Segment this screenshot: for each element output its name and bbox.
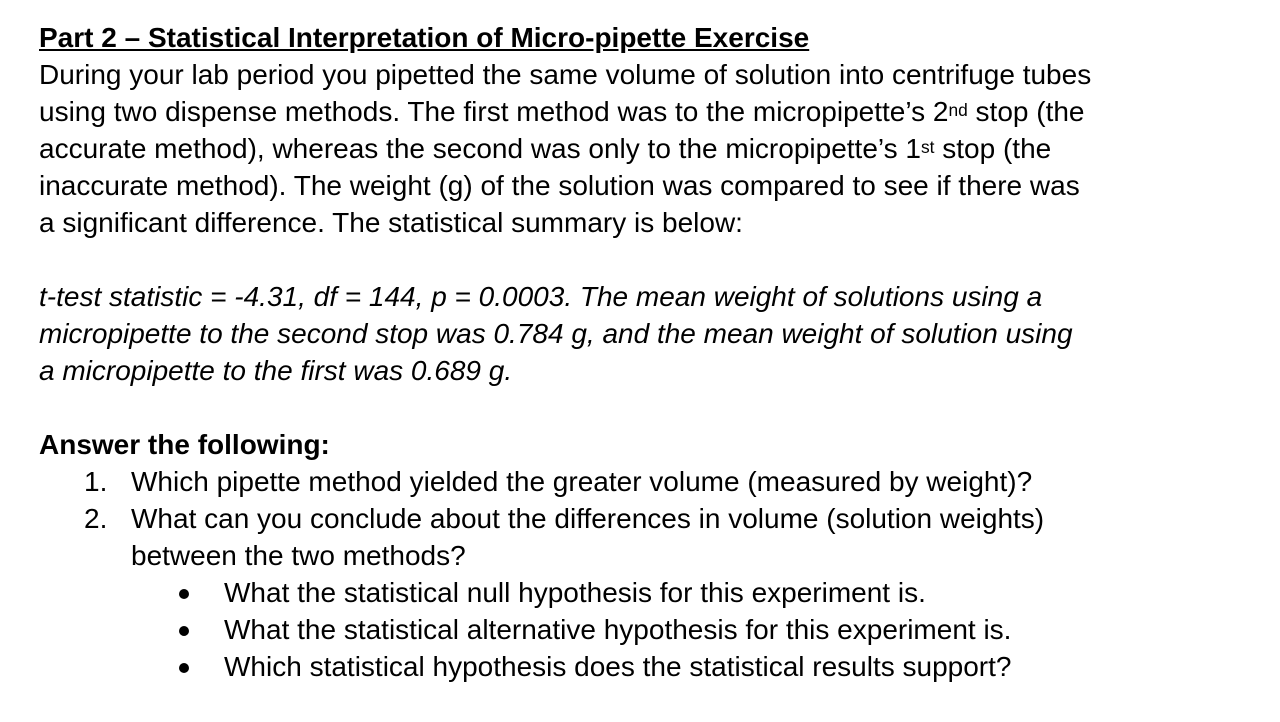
summary-line-2: micropipette to the second stop was 0.784 g, and the mean weight of solution using: [39, 318, 1073, 349]
bullet-icon: [179, 663, 189, 673]
intro-line-5: a significant difference. The statistical summary is below:: [39, 207, 743, 238]
spacer: [39, 389, 1280, 426]
question-number: 1.: [84, 466, 108, 497]
intro-line-2-end: stop (the: [967, 96, 1085, 127]
summary-line-3: a micropipette to the first was 0.689 g.: [39, 355, 513, 386]
question-item-2: [39, 500, 1280, 574]
intro-paragraph: [39, 56, 1280, 241]
summary-line-1: t-test statistic = -4.31, df = 144, p = 0.0003. The mean weight of solutions using a: [39, 281, 1043, 312]
intro-line-2-text: using two dispense methods. The first method was to the micropipette’s 2: [39, 96, 949, 127]
hypothesis-bullet-list: [39, 574, 1280, 685]
bullet-text: What the statistical alternative hypothesis for this experiment is.: [224, 614, 1012, 645]
answer-heading: Answer the following:: [39, 429, 330, 460]
intro-line-3-end: stop (the: [934, 133, 1052, 164]
question-list: [39, 463, 1280, 574]
bullet-item-null-hypothesis: [39, 574, 1280, 611]
question-text: Which pipette method yielded the greater volume (measured by weight)?: [131, 466, 1033, 497]
intro-line-1: During your lab period you pipetted the same volume of solution into centrifuge tubes: [39, 59, 1092, 90]
ordinal-superscript-st: st: [920, 136, 935, 157]
statistical-summary: [39, 278, 1280, 389]
bullet-item-supported-hypothesis: [39, 648, 1280, 685]
spacer: [39, 241, 1280, 278]
intro-line-3: [39, 130, 1280, 167]
bullet-text: What the statistical null hypothesis for this experiment is.: [224, 577, 926, 608]
intro-line-2: [39, 93, 1280, 130]
question-item-1: [39, 463, 1280, 500]
bullet-text: Which statistical hypothesis does the statistical results support?: [224, 651, 1012, 682]
bullet-icon: [179, 626, 189, 636]
question-text: What can you conclude about the differences in volume (solution weights): [131, 503, 1045, 534]
question-text-continued: between the two methods?: [131, 540, 466, 571]
section-title: Part 2 – Statistical Interpretation of Micro-pipette Exercise: [39, 22, 810, 53]
intro-line-4: inaccurate method). The weight (g) of the solution was compared to see if there was: [39, 170, 1080, 201]
ordinal-superscript-nd: nd: [948, 99, 968, 120]
bullet-icon: [179, 589, 189, 599]
bullet-item-alternative-hypothesis: [39, 611, 1280, 648]
question-number: 2.: [84, 503, 108, 534]
intro-line-3-text: accurate method), whereas the second was only to the micropipette’s 1: [39, 133, 921, 164]
